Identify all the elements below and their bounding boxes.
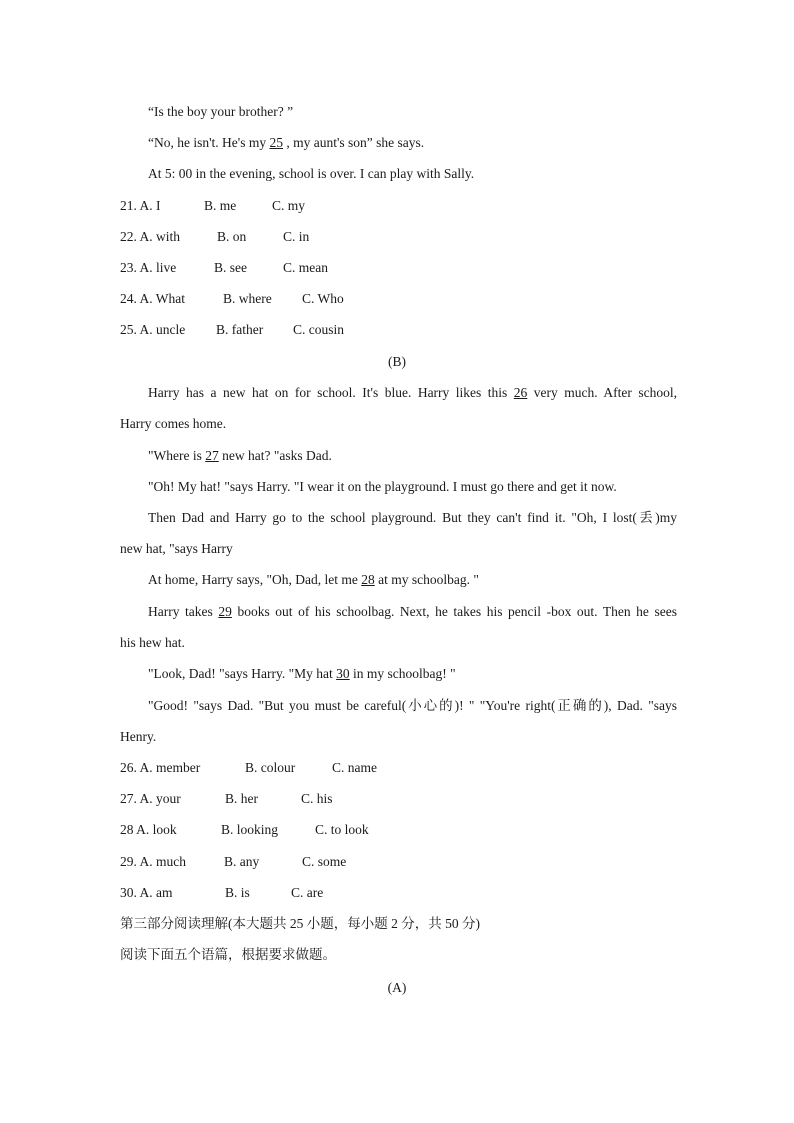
passage-line: his hew hat. [120, 635, 185, 650]
part3-heading: 第三部分阅读理解(本大题共 25 小题，每小题 2 分，共 50 分) [120, 916, 480, 931]
blank-28: 28 [361, 572, 375, 587]
blank-30: 30 [336, 666, 350, 681]
passage-line: Then Dad and Harry go to the school playground. But they can't find it. "Oh, I lost(丢)my [148, 510, 677, 525]
passage-line: Harry takes 29 books out of his schoolbag. Next, he takes his pencil -box out. Then he sees [148, 604, 677, 619]
passage-line: "Good! "says Dad. "But you must be careful(小心的)! " "You're right(正确的), Dad. "says [148, 698, 677, 713]
passage-line: Henry. [120, 729, 157, 744]
blank-25: 25 [269, 135, 283, 150]
blank-29: 29 [218, 604, 232, 619]
passage-line: "Where is 27 new hat? "asks Dad. [148, 448, 332, 463]
passage-line: “No, he isn't. He's my 25 , my aunt's son” she says. [148, 135, 425, 150]
passage-line: new hat, "says Harry [120, 541, 233, 556]
section-a-title: (A) [387, 980, 407, 995]
blank-27: 27 [205, 448, 219, 463]
passage-line: “Is the boy your brother? ” [148, 104, 294, 119]
passage-line: Harry has a new hat on for school. It's blue. Harry likes this 26 very much. After school, [148, 385, 677, 400]
passage-line: Harry comes home. [120, 416, 227, 431]
blank-26: 26 [513, 385, 528, 400]
document-page: “Is the boy your brother? ” “No, he isn't. He's my 25 , my aunt's son” she says. At 5: 00 in the evening, school is over. I can play with Sally. 21. A. I B. me C. my 22. A. with B. on C. in 23. A. live B. see C. mean 24. A. What B. where C. Who 25. A. uncle B. father C. cousin (B) Harry has a new hat on for school. It's blue. Harry likes this 26 very much. After school, Harry comes home. "Where is 27 new hat? "asks Dad. "Oh! My hat! "says Harry. "I wear it on the playground. I must go there and get it now. Then Dad and Harry go to the school playground. But they can't find it. "Oh, I lost(丢)my new hat, "says Harry At home, Harry says, "Oh, Dad, let me 28 at my schoolbag. " Harry takes 29 books out of his schoolbag. Next, he takes his pencil -box out. Then he sees his hew hat. "Look, Dad! "says Harry. "My hat 30 in my schoolbag! " "Good! "says Dad. "But you must be careful(小心的)! " "You're right(正确的), Dad. "says Henry. 26. A. member B. colour C. name 27. A. your B. her C. his 28 A. look B. looking C. to look 29. A. much B. any C. some 30. A. am B. is C. are 第三部分阅读理解(本大题共 25 小题，每小题 2 分，共 50 分) 阅读下面五个语篇，根据要求做题。 (A) [0, 0, 794, 1123]
passage-line: At 5: 00 in the evening, school is over. I can play with Sally. [148, 166, 475, 181]
passage-line: "Oh! My hat! "says Harry. "I wear it on the playground. I must go there and get it now. [148, 479, 617, 494]
passage-line: At home, Harry says, "Oh, Dad, let me 28 at my schoolbag. " [148, 572, 479, 587]
part3-instruction: 阅读下面五个语篇，根据要求做题。 [120, 947, 336, 962]
passage-line: "Look, Dad! "says Harry. "My hat 30 in my schoolbag! " [148, 666, 456, 681]
section-b-title: (B) [388, 354, 406, 369]
